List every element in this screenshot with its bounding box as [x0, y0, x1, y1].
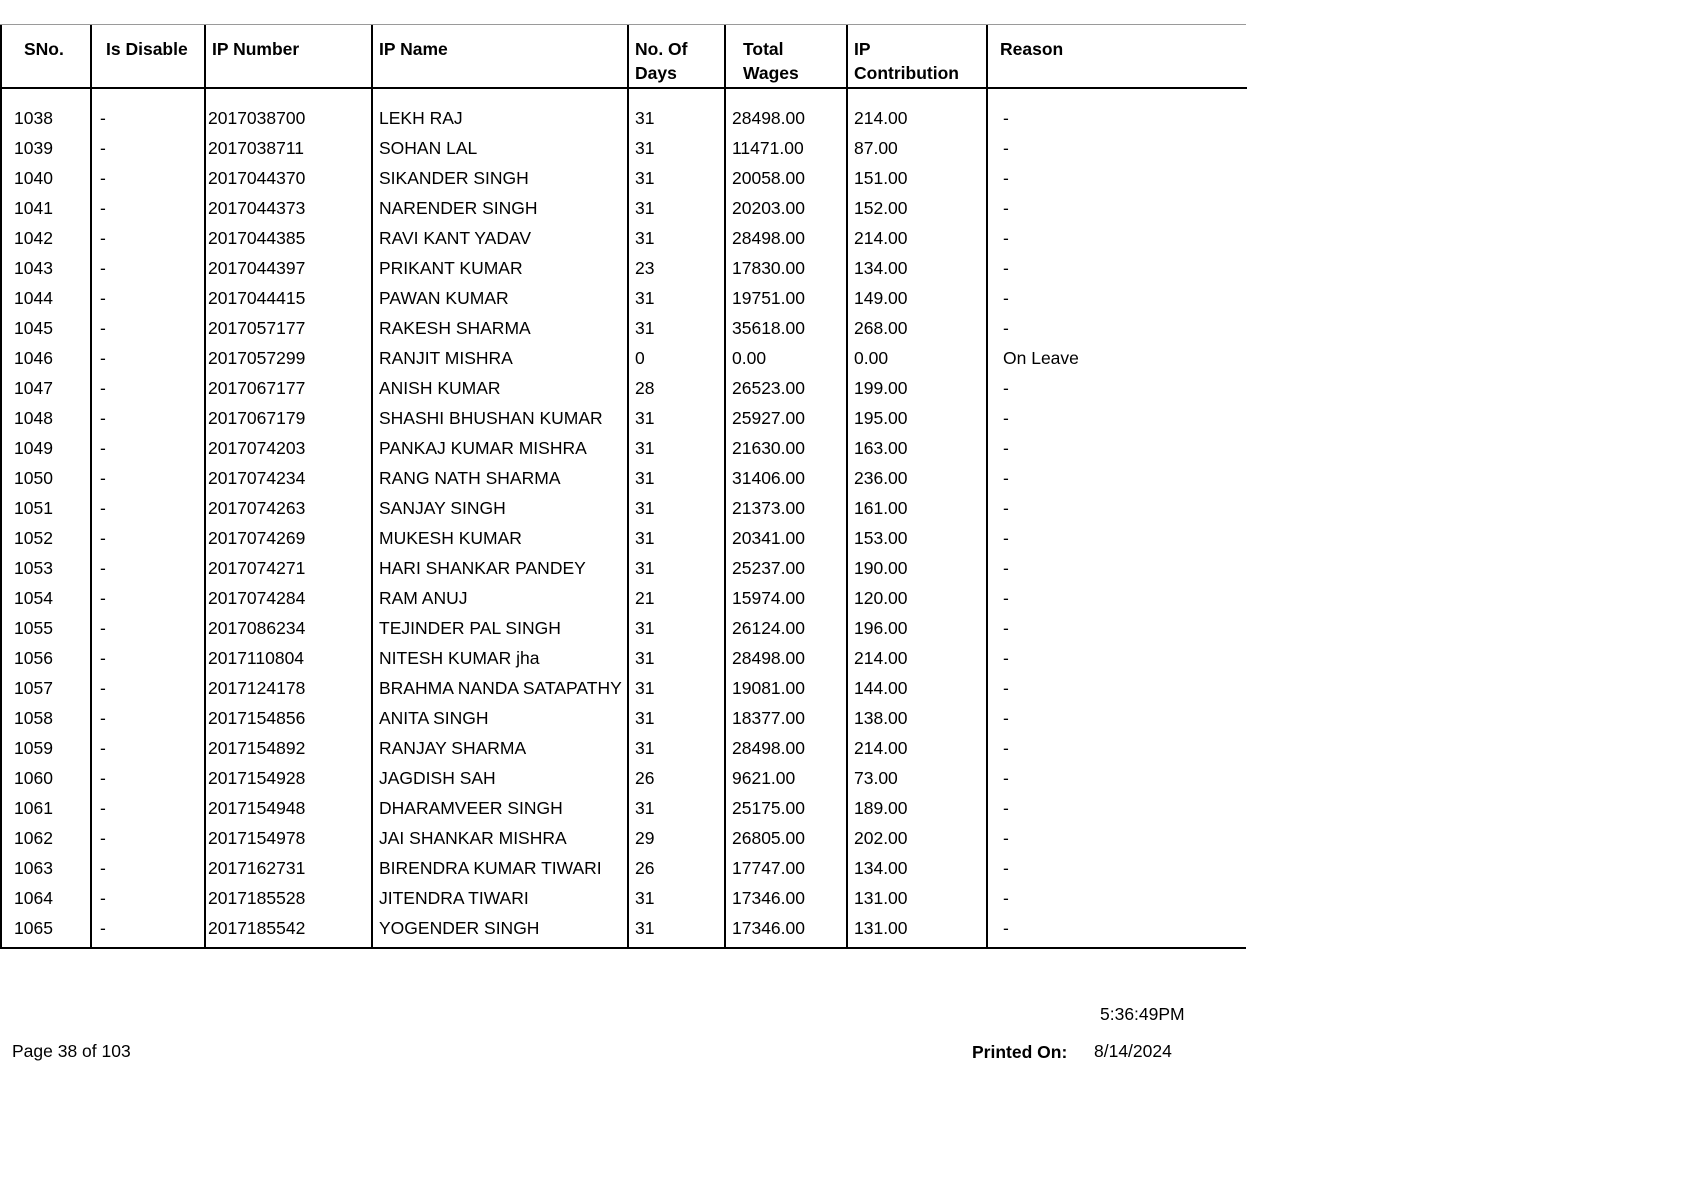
- cell-total-wages: 31406.00: [725, 463, 847, 493]
- cell-reason: -: [1003, 768, 1009, 788]
- cell-ip-number: 2017154928: [205, 763, 372, 793]
- cell-ip-contribution: 131.00: [847, 883, 987, 913]
- cell-ip-contribution: 120.00: [847, 583, 987, 613]
- table-row: [1, 433, 1247, 463]
- cell-reason: On Leave: [1003, 348, 1079, 368]
- table-row: [1, 553, 1247, 583]
- col-header-days: [628, 25, 725, 88]
- cell-ip-contribution: 199.00: [847, 373, 987, 403]
- cell-total-wages: 25237.00: [725, 553, 847, 583]
- cell-total-wages: 20341.00: [725, 523, 847, 553]
- cell-days: 31: [628, 883, 725, 913]
- cell-ip-name: YOGENDER SINGH: [372, 913, 628, 947]
- cell-ip-number: 2017185542: [205, 913, 372, 947]
- cell-ip-name: RANJIT MISHRA: [372, 343, 628, 373]
- col-header-is-disable: [91, 25, 205, 88]
- cell-days: 31: [628, 613, 725, 643]
- cell-sno: 1047: [1, 373, 91, 403]
- cell-ip-number: 2017044373: [205, 193, 372, 223]
- cell-sno: 1045: [1, 313, 91, 343]
- cell-sno: 1063: [1, 853, 91, 883]
- cell-ip-number: 2017154892: [205, 733, 372, 763]
- cell-ip-name: PANKAJ KUMAR MISHRA: [372, 433, 628, 463]
- cell-sno: 1053: [1, 553, 91, 583]
- cell-reason: -: [1003, 828, 1009, 848]
- cell-sno: 1062: [1, 823, 91, 853]
- cell-is-disable: -: [91, 913, 205, 947]
- cell-sno: 1058: [1, 703, 91, 733]
- cell-days: 31: [628, 793, 725, 823]
- cell-reason: -: [1003, 378, 1009, 398]
- cell-ip-number: 2017044397: [205, 253, 372, 283]
- cell-sno: 1059: [1, 733, 91, 763]
- cell-ip-contribution: 236.00: [847, 463, 987, 493]
- cell-ip-number: 2017067179: [205, 403, 372, 433]
- cell-reason: -: [1003, 108, 1009, 128]
- table-row: [1, 403, 1247, 433]
- cell-days: 31: [628, 133, 725, 163]
- cell-ip-contribution: 196.00: [847, 613, 987, 643]
- header-spacer-row: [1, 88, 1247, 103]
- cell-is-disable: -: [91, 433, 205, 463]
- col-header-wages-line1: Total: [743, 39, 784, 59]
- table-row: [1, 583, 1247, 613]
- cell-ip-number: 2017074269: [205, 523, 372, 553]
- cell-days: 23: [628, 253, 725, 283]
- col-header-sno-label: SNo.: [24, 39, 64, 59]
- cell-ip-number: 2017074263: [205, 493, 372, 523]
- cell-ip-name: RAKESH SHARMA: [372, 313, 628, 343]
- table-row: [1, 763, 1247, 793]
- cell-ip-contribution: 131.00: [847, 913, 987, 947]
- cell-ip-number: 2017057177: [205, 313, 372, 343]
- cell-reason: -: [1003, 588, 1009, 608]
- cell-sno: 1055: [1, 613, 91, 643]
- cell-days: 31: [628, 403, 725, 433]
- cell-ip-number: 2017110804: [205, 643, 372, 673]
- cell-ip-name: JITENDRA TIWARI: [372, 883, 628, 913]
- cell-days: 31: [628, 313, 725, 343]
- cell-is-disable: -: [91, 703, 205, 733]
- table-row: [1, 193, 1247, 223]
- table-row: [1, 223, 1247, 253]
- cell-total-wages: 0.00: [725, 343, 847, 373]
- cell-days: 31: [628, 493, 725, 523]
- table-row: [1, 343, 1247, 373]
- table-row: [1, 253, 1247, 283]
- cell-total-wages: 18377.00: [725, 703, 847, 733]
- cell-sno: 1065: [1, 913, 91, 947]
- cell-ip-contribution: 151.00: [847, 163, 987, 193]
- cell-ip-name: RANG NATH SHARMA: [372, 463, 628, 493]
- table-row: [1, 733, 1247, 763]
- cell-ip-contribution: 0.00: [847, 343, 987, 373]
- cell-sno: 1057: [1, 673, 91, 703]
- cell-ip-name: DHARAMVEER SINGH: [372, 793, 628, 823]
- cell-sno: 1043: [1, 253, 91, 283]
- cell-reason: -: [1003, 708, 1009, 728]
- cell-ip-name: SOHAN LAL: [372, 133, 628, 163]
- col-header-ip-number: [205, 25, 372, 88]
- col-header-days-line1: No. Of: [635, 39, 688, 59]
- col-header-sno: [1, 25, 91, 88]
- cell-ip-contribution: 214.00: [847, 733, 987, 763]
- cell-ip-name: RANJAY SHARMA: [372, 733, 628, 763]
- cell-is-disable: -: [91, 463, 205, 493]
- cell-is-disable: -: [91, 523, 205, 553]
- cell-total-wages: 25927.00: [725, 403, 847, 433]
- cell-ip-name: SHASHI BHUSHAN KUMAR: [372, 403, 628, 433]
- cell-is-disable: -: [91, 823, 205, 853]
- cell-ip-number: 2017044370: [205, 163, 372, 193]
- cell-total-wages: 21630.00: [725, 433, 847, 463]
- cell-reason: -: [1003, 618, 1009, 638]
- cell-reason: -: [1003, 558, 1009, 578]
- cell-reason: -: [1003, 408, 1009, 428]
- contribution-table-container: [0, 24, 1246, 949]
- cell-ip-contribution: 202.00: [847, 823, 987, 853]
- cell-total-wages: 28498.00: [725, 103, 847, 133]
- cell-ip-number: 2017154856: [205, 703, 372, 733]
- cell-is-disable: -: [91, 493, 205, 523]
- col-header-is-disable-label: Is Disable: [106, 39, 188, 59]
- col-header-reason: [987, 25, 1247, 88]
- cell-is-disable: -: [91, 733, 205, 763]
- cell-ip-name: PAWAN KUMAR: [372, 283, 628, 313]
- table-row: [1, 523, 1247, 553]
- cell-ip-number: 2017057299: [205, 343, 372, 373]
- col-header-contrib-line2: Contribution: [854, 63, 959, 83]
- cell-ip-name: JAI SHANKAR MISHRA: [372, 823, 628, 853]
- cell-ip-name: ANISH KUMAR: [372, 373, 628, 403]
- cell-reason: -: [1003, 468, 1009, 488]
- cell-reason: -: [1003, 258, 1009, 278]
- cell-ip-name: SANJAY SINGH: [372, 493, 628, 523]
- cell-ip-number: 2017154948: [205, 793, 372, 823]
- cell-total-wages: 28498.00: [725, 223, 847, 253]
- cell-is-disable: -: [91, 673, 205, 703]
- cell-days: 31: [628, 523, 725, 553]
- cell-total-wages: 9621.00: [725, 763, 847, 793]
- cell-days: 31: [628, 643, 725, 673]
- cell-ip-contribution: 190.00: [847, 553, 987, 583]
- cell-ip-number: 2017154978: [205, 823, 372, 853]
- col-header-days-line2: Days: [635, 63, 677, 83]
- cell-ip-name: NITESH KUMAR jha: [372, 643, 628, 673]
- cell-is-disable: -: [91, 643, 205, 673]
- cell-reason: -: [1003, 438, 1009, 458]
- cell-reason: -: [1003, 168, 1009, 188]
- cell-ip-contribution: 152.00: [847, 193, 987, 223]
- table-row: [1, 133, 1247, 163]
- table-row: [1, 643, 1247, 673]
- cell-is-disable: -: [91, 253, 205, 283]
- cell-is-disable: -: [91, 103, 205, 133]
- cell-total-wages: 26523.00: [725, 373, 847, 403]
- col-header-wages-line2: Wages: [743, 63, 799, 83]
- cell-days: 21: [628, 583, 725, 613]
- col-header-total-wages: [725, 25, 847, 88]
- cell-ip-number: 2017044415: [205, 283, 372, 313]
- ip-contribution-table: [0, 25, 1247, 947]
- cell-days: 31: [628, 163, 725, 193]
- cell-reason: -: [1003, 138, 1009, 158]
- cell-total-wages: 20203.00: [725, 193, 847, 223]
- cell-is-disable: -: [91, 763, 205, 793]
- cell-reason: -: [1003, 318, 1009, 338]
- cell-reason: -: [1003, 648, 1009, 668]
- cell-total-wages: 17747.00: [725, 853, 847, 883]
- cell-ip-name: BIRENDRA KUMAR TIWARI: [372, 853, 628, 883]
- table-row: [1, 883, 1247, 913]
- cell-ip-name: RAVI KANT YADAV: [372, 223, 628, 253]
- cell-ip-number: 2017067177: [205, 373, 372, 403]
- cell-total-wages: 17346.00: [725, 883, 847, 913]
- table-row: [1, 373, 1247, 403]
- cell-reason: -: [1003, 738, 1009, 758]
- cell-ip-contribution: 144.00: [847, 673, 987, 703]
- cell-total-wages: 20058.00: [725, 163, 847, 193]
- table-row: [1, 163, 1247, 193]
- cell-sno: 1044: [1, 283, 91, 313]
- cell-reason: -: [1003, 888, 1009, 908]
- cell-ip-number: 2017038700: [205, 103, 372, 133]
- cell-is-disable: -: [91, 313, 205, 343]
- table-row: [1, 463, 1247, 493]
- cell-ip-name: JAGDISH SAH: [372, 763, 628, 793]
- printed-on-label: Printed On:: [972, 1042, 1068, 1062]
- cell-sno: 1051: [1, 493, 91, 523]
- cell-ip-contribution: 134.00: [847, 253, 987, 283]
- table-row: [1, 913, 1247, 947]
- cell-total-wages: 21373.00: [725, 493, 847, 523]
- cell-reason: -: [1003, 288, 1009, 308]
- printed-on-date: 8/14/2024: [1094, 1041, 1172, 1061]
- cell-ip-contribution: 87.00: [847, 133, 987, 163]
- cell-ip-number: 2017044385: [205, 223, 372, 253]
- cell-total-wages: 15974.00: [725, 583, 847, 613]
- cell-ip-name: PRIKANT KUMAR: [372, 253, 628, 283]
- cell-sno: 1064: [1, 883, 91, 913]
- print-time: 5:36:49PM: [1100, 1004, 1185, 1024]
- table-row: [1, 613, 1247, 643]
- cell-ip-number: 2017038711: [205, 133, 372, 163]
- cell-days: 31: [628, 703, 725, 733]
- table-row: [1, 103, 1247, 133]
- cell-ip-contribution: 268.00: [847, 313, 987, 343]
- cell-reason: -: [1003, 528, 1009, 548]
- cell-sno: 1054: [1, 583, 91, 613]
- cell-reason: -: [1003, 678, 1009, 698]
- cell-sno: 1049: [1, 433, 91, 463]
- cell-reason: -: [1003, 498, 1009, 518]
- cell-days: 31: [628, 463, 725, 493]
- cell-ip-contribution: 163.00: [847, 433, 987, 463]
- cell-days: 31: [628, 673, 725, 703]
- cell-ip-number: 2017074203: [205, 433, 372, 463]
- cell-reason: -: [1003, 798, 1009, 818]
- cell-sno: 1039: [1, 133, 91, 163]
- table-row: [1, 673, 1247, 703]
- cell-sno: 1040: [1, 163, 91, 193]
- cell-is-disable: -: [91, 193, 205, 223]
- cell-days: 31: [628, 283, 725, 313]
- cell-total-wages: 17830.00: [725, 253, 847, 283]
- cell-ip-contribution: 73.00: [847, 763, 987, 793]
- cell-reason: -: [1003, 918, 1009, 938]
- cell-ip-name: LEKH RAJ: [372, 103, 628, 133]
- cell-ip-number: 2017086234: [205, 613, 372, 643]
- page-indicator: Page 38 of 103: [12, 1041, 131, 1061]
- table-row: [1, 793, 1247, 823]
- cell-days: 28: [628, 373, 725, 403]
- cell-sno: 1046: [1, 343, 91, 373]
- cell-sno: 1042: [1, 223, 91, 253]
- cell-total-wages: 11471.00: [725, 133, 847, 163]
- table-row: [1, 823, 1247, 853]
- cell-is-disable: -: [91, 883, 205, 913]
- cell-total-wages: 26124.00: [725, 613, 847, 643]
- cell-total-wages: 19751.00: [725, 283, 847, 313]
- cell-sno: 1060: [1, 763, 91, 793]
- cell-is-disable: -: [91, 583, 205, 613]
- cell-ip-contribution: 149.00: [847, 283, 987, 313]
- cell-ip-contribution: 214.00: [847, 103, 987, 133]
- cell-days: 31: [628, 553, 725, 583]
- table-body: [1, 88, 1247, 947]
- cell-ip-contribution: 138.00: [847, 703, 987, 733]
- cell-is-disable: -: [91, 163, 205, 193]
- cell-is-disable: -: [91, 853, 205, 883]
- col-header-ip-name-label: IP Name: [379, 39, 448, 59]
- cell-ip-number: 2017074234: [205, 463, 372, 493]
- cell-total-wages: 25175.00: [725, 793, 847, 823]
- cell-ip-number: 2017074271: [205, 553, 372, 583]
- cell-ip-name: TEJINDER PAL SINGH: [372, 613, 628, 643]
- cell-is-disable: -: [91, 133, 205, 163]
- table-row: [1, 493, 1247, 523]
- cell-sno: 1061: [1, 793, 91, 823]
- cell-ip-contribution: 214.00: [847, 223, 987, 253]
- table-row: [1, 283, 1247, 313]
- cell-total-wages: 26805.00: [725, 823, 847, 853]
- cell-is-disable: -: [91, 403, 205, 433]
- cell-total-wages: 28498.00: [725, 733, 847, 763]
- cell-ip-contribution: 153.00: [847, 523, 987, 553]
- cell-is-disable: -: [91, 373, 205, 403]
- cell-sno: 1056: [1, 643, 91, 673]
- cell-days: 31: [628, 223, 725, 253]
- col-header-contrib-line1: IP: [854, 39, 871, 59]
- cell-ip-number: 2017185528: [205, 883, 372, 913]
- cell-sno: 1048: [1, 403, 91, 433]
- cell-ip-name: RAM ANUJ: [372, 583, 628, 613]
- cell-ip-name: MUKESH KUMAR: [372, 523, 628, 553]
- cell-total-wages: 17346.00: [725, 913, 847, 947]
- col-header-ip-contribution: [847, 25, 987, 88]
- table-row: [1, 313, 1247, 343]
- cell-days: 29: [628, 823, 725, 853]
- cell-ip-name: HARI SHANKAR PANDEY: [372, 553, 628, 583]
- cell-ip-name: ANITA SINGH: [372, 703, 628, 733]
- cell-days: 31: [628, 103, 725, 133]
- col-header-reason-label: Reason: [1000, 39, 1064, 59]
- cell-days: 26: [628, 853, 725, 883]
- cell-reason: -: [1003, 228, 1009, 248]
- table-header-row: [1, 25, 1247, 88]
- cell-days: 31: [628, 733, 725, 763]
- cell-ip-contribution: 189.00: [847, 793, 987, 823]
- cell-ip-number: 2017074284: [205, 583, 372, 613]
- cell-ip-number: 2017124178: [205, 673, 372, 703]
- cell-reason: -: [1003, 858, 1009, 878]
- cell-days: 26: [628, 763, 725, 793]
- cell-total-wages: 28498.00: [725, 643, 847, 673]
- cell-total-wages: 19081.00: [725, 673, 847, 703]
- cell-days: 0: [628, 343, 725, 373]
- cell-days: 31: [628, 913, 725, 947]
- cell-ip-name: BRAHMA NANDA SATAPATHY: [372, 673, 628, 703]
- cell-ip-contribution: 161.00: [847, 493, 987, 523]
- cell-ip-contribution: 195.00: [847, 403, 987, 433]
- cell-is-disable: -: [91, 793, 205, 823]
- cell-sno: 1052: [1, 523, 91, 553]
- cell-total-wages: 35618.00: [725, 313, 847, 343]
- cell-sno: 1041: [1, 193, 91, 223]
- cell-is-disable: -: [91, 283, 205, 313]
- cell-days: 31: [628, 433, 725, 463]
- cell-is-disable: -: [91, 223, 205, 253]
- cell-is-disable: -: [91, 343, 205, 373]
- cell-is-disable: -: [91, 613, 205, 643]
- cell-sno: 1038: [1, 103, 91, 133]
- table-row: [1, 703, 1247, 733]
- cell-days: 31: [628, 193, 725, 223]
- cell-sno: 1050: [1, 463, 91, 493]
- col-header-ip-name: [372, 25, 628, 88]
- cell-reason: -: [1003, 198, 1009, 218]
- col-header-ip-number-label: IP Number: [212, 39, 300, 59]
- cell-ip-name: NARENDER SINGH: [372, 193, 628, 223]
- cell-ip-contribution: 134.00: [847, 853, 987, 883]
- cell-ip-contribution: 214.00: [847, 643, 987, 673]
- table-row: [1, 853, 1247, 883]
- cell-is-disable: -: [91, 553, 205, 583]
- cell-ip-name: SIKANDER SINGH: [372, 163, 628, 193]
- cell-ip-number: 2017162731: [205, 853, 372, 883]
